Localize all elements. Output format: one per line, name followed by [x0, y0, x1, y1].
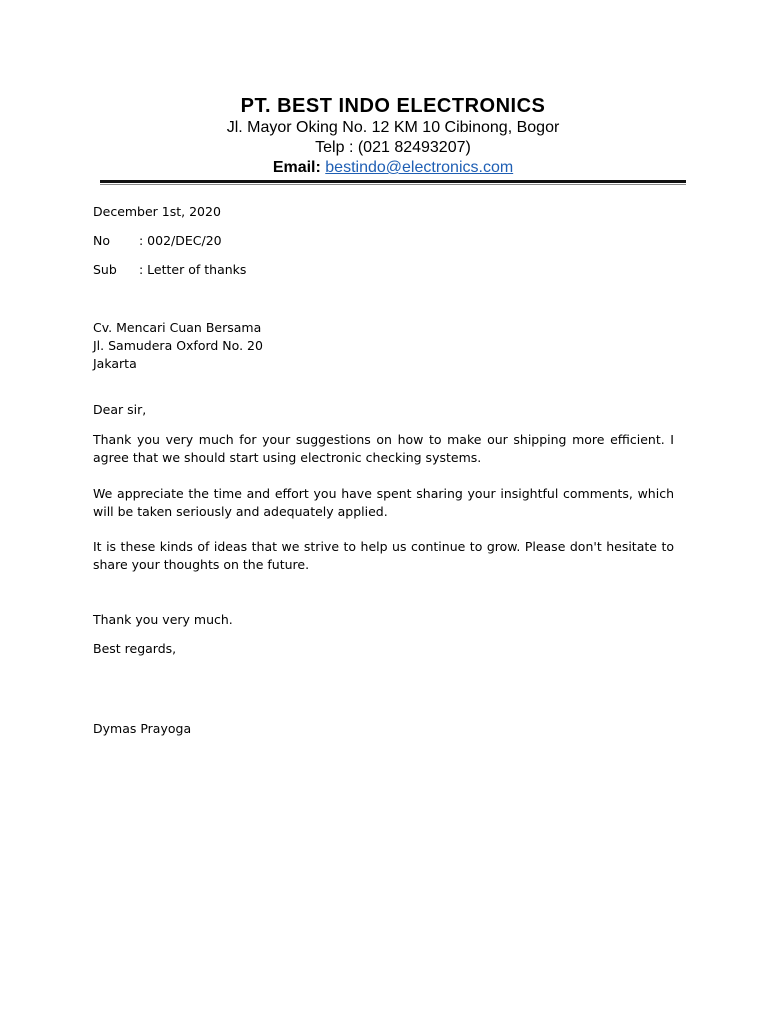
subject-label: Sub	[93, 262, 117, 277]
subject-row	[93, 261, 674, 279]
company-name: PT. BEST INDO ELECTRONICS	[240, 95, 546, 117]
recipient-block	[93, 319, 674, 373]
body-paragraph: We appreciate the time and effort you have spent sharing your insightful comments, which will be taken seriously and adequately applied.	[93, 486, 674, 519]
reference-number-value: : 002/DEC/20	[139, 233, 222, 248]
signer-name: Dymas Prayoga	[93, 721, 192, 736]
recipient-name: Cv. Mencari Cuan Bersama	[93, 320, 262, 335]
letterhead-divider	[100, 180, 686, 183]
recipient-city: Jakarta	[93, 356, 137, 371]
thanks-line: Thank you very much.	[93, 612, 233, 627]
closing-line: Best regards,	[93, 641, 177, 656]
letterhead	[100, 94, 686, 178]
reference-number-label: No	[93, 233, 110, 248]
recipient-street: Jl. Samudera Oxford No. 20	[93, 338, 263, 353]
reference-number-row	[93, 232, 674, 250]
body-paragraph: Thank you very much for your suggestions on how to make our shipping more efficient. I agree that we should start using electronic checking systems.	[93, 432, 674, 465]
email-link[interactable]: bestindo@electronics.com	[325, 159, 514, 176]
body-paragraph: It is these kinds of ideas that we strive to help us continue to grow. Please don't hesitate to share your thoughts on the future.	[93, 539, 674, 572]
company-phone: Telp : (021 82493207)	[315, 139, 471, 156]
email-label: Email:	[272, 159, 321, 176]
subject-value: : Letter of thanks	[139, 262, 247, 277]
company-email-line	[100, 158, 686, 178]
company-address: Jl. Mayor Oking No. 12 KM 10 Cibinong, Bogor	[226, 119, 560, 136]
letterhead-divider-shadow	[100, 184, 686, 185]
letter-date: December 1st, 2020	[93, 204, 221, 219]
salutation: Dear sir,	[93, 402, 147, 417]
